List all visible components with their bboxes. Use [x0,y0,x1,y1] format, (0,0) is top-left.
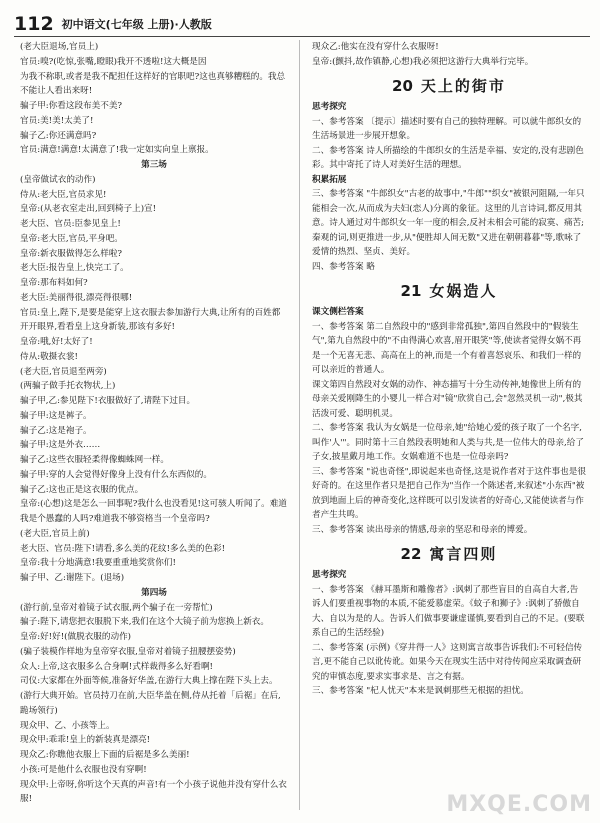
script-line: 皇帝:(心想)这是怎么一回事呢?我什么也没看见!这可骇人听闻了。难道我是个愚蠢的人吗?难道我不够资格当一个皇帝吗? [20,499,287,524]
script-line: 骗子乙:这是袍子。 [20,425,92,436]
scene-heading: 第四场 [141,587,167,598]
lesson-heading [312,543,586,564]
answer-text: 三、参考答案 读出母亲的情感,母亲的坚忍和母亲的博爱。 [312,524,533,535]
script-line: 官员:嗅?(吃惊,张嘴,瞪眼)我开不透啦!这大概是因 [20,56,207,67]
left-column [20,40,288,812]
lesson-title: 寓言四则 [429,545,498,563]
answer-text: 课文第四自然段对女娲的动作、神态描写十分生动传神,她像世上所有的母亲关爱刚降生的小婴儿一样合对"镜"欣赏自己,会"忽然灵机一动",极其活泼可爱、聪明机灵。 [312,379,583,419]
script-line: 现众乙:他实在没有穿什么衣服呀! [312,42,439,52]
answer-text: 三、参考答案 "杞人忧天"本来是讽刺那些无根据的担忧。 [312,686,529,696]
subsection-heading: 积累拓展 [312,174,347,185]
lesson-heading [312,75,586,96]
script-line: 皇帝:老大臣,官员,平身吧。 [20,233,123,244]
script-line: 现众乙:你瞧他衣服上下面的后裾是多么美丽! [20,750,190,760]
script-line: 骗子甲,乙:参见陛下!衣服做好了,请陛下过目。 [20,396,196,406]
answer-text: 一、参考答案 第二自然段中的"感到非常孤独",第四自然段中的"假装生气",第九自然段中的"不由得满心欢喜,眉开眼笑"等,使读者觉得女娲不再是一个无喜无悲、高高在上的神,而是一个有着喜怒哀乐、和我们一样的可以亲近的普通人。 [312,321,582,375]
script-line: (皇帝做试衣的动作) [20,174,96,185]
script-line: 侍从:老大臣,官员求见! [20,189,107,200]
script-line: 皇帝:(颤抖,故作镇静,心想)我必须把这游行大典举行完毕。 [312,56,534,67]
script-line: 骗子:陛下,请您把衣服脱下来,我们在这个大镜子前为您换上新衣。 [20,617,269,628]
script-line: 现众甲:乖乖!皇上的新装真是漂亮! [20,735,151,746]
script-line: 官员:满意!满意!太满意了!我一定如实向皇上禀报。 [20,145,214,156]
answer-text: 一、参考答案 〔提示〕描述时要有自己的独特理解。可以就牛郎织女的生活场景进一步展开想象。 [312,116,582,141]
lesson-title: 女娲造人 [429,282,498,300]
subsection-heading: 课文侧栏答案 [312,307,364,317]
answer-text: 二、参考答案 (示例)《穿井得一人》这则寓言故事告诉我们:不可轻信传言,更不能自己以讹传讹。如果今天在现实生活中对待传闻应采取调查研究的审慎态度,要求实事求是、言之有据。 [312,642,583,682]
lesson-number: 21 [400,281,422,300]
watermark: MXQE.COM [446,792,592,817]
script-line: 官员:美!美!太美了! [20,115,94,126]
answer-text: 四、参考答案 略 [312,261,375,272]
right-column [312,40,586,812]
script-line: 骗子甲:这是外衣…… [20,440,101,451]
script-line: 老大臣:报告皇上,快完工了。 [20,263,129,274]
subsection-heading: 思考探究 [312,570,347,580]
script-line: (老大臣,官员上前) [20,528,90,539]
script-line: 老大臣、官员:臣参见皇上! [20,219,121,229]
book-title: 初中语文(七年级 上册)·人教版 [61,18,212,31]
script-line: 皇帝:我十分地满意!我要重重地奖赏你们! [20,558,176,569]
lesson-number: 20 [392,76,413,95]
page-header [14,10,590,37]
script-line: 皇帝:新衣服做得怎么样啦? [20,248,123,259]
script-line: 骗子甲:这是裤子。 [20,410,92,421]
script-line: (老大臣,官员退至两旁) [20,366,107,377]
answer-text: 三、参考答案 "说也奇怪",即说起来也奇怪,这是说作者对于这件事也是很好奇的。在这里作者只是把自己作为"当作一个陈述者,来叙述"小东西"被放到地面上后的神奇变化,这样既可以引发读者的好奇心,又能使读者与作者产生共鸣。 [312,466,586,520]
script-line: 侍从:敬摄衣裳! [20,351,78,362]
answer-text: 二、参考答案 我认为女娲是一位母亲,她"给她心爱的孩子取了一个名字,叫作'人'"。同时第十三自然段表明她和人类与共,是一位伟大的母亲,给了子女,披星戴月地工作。女娲难道不也是一位母亲吗? [312,423,584,462]
script-line: (游行前,皇帝对着镜子试衣服,两个骗子在一旁帮忙) [20,602,213,613]
script-line: 骗子乙:这些衣服轻柔得像蜘蛛网一样。 [20,455,169,465]
script-line: 现众甲:上帝呀,你听这个天真的声音!有一个小孩子说他并没有穿什么衣服! [20,779,287,805]
lesson-title: 天上的街市 [420,77,506,95]
script-line: 骗子乙:你还满意吗? [20,130,97,141]
column-divider [299,40,300,810]
script-line: 众人:上帝,这衣服多么合身啊!式样裁得多么好看啊! [20,661,214,672]
script-line: 司仪:大家都在外面等候,准备好华盖,在游行大典上撑在陛下头上去。 [20,676,278,687]
script-line: 现众甲、乙、小孩等上。 [20,720,115,731]
lesson-number: 22 [400,544,422,563]
script-line: (老大臣退场,官员上) [20,42,99,52]
answer-text: 一、参考答案 《赫耳墨斯和雕像者》:讽刺了那些盲目的自高自大者,告诉人们要重视事物的本质,不能爱慕虚荣。《蚊子和狮子》:讽刺了骄傲自大、自以为是的人。告诉人们做事要谦虚谨慎,要看到自己的不足。(要联系自己的生活经验) [312,584,585,638]
script-line: 皇帝:好!好!(做脱衣服的动作) [20,632,132,642]
script-line: 骗子甲:你看这段布美不美? [20,101,123,111]
script-line: (游行大典开始。官员持刀在前,大臣华盖在侧,侍从托着「后裾」在后,跪场领行) [20,691,281,716]
script-line: 皇帝:哦,好!太好了! [20,337,93,347]
script-line: 骗子甲、乙:谢陛下。(退场) [20,573,125,583]
script-line: 官员:皇上,陛下,是要是能穿上这衣服去参加游行大典,让所有的百姓都开开眼界,看看皇上这身新装,那该有多好! [20,307,281,333]
script-line: 骗子甲:穿的人会觉得好像身上没有什么东西似的。 [20,469,212,480]
script-line: (两骗子做手托衣物状,上) [20,381,116,392]
script-line: 老大臣:美丽得很,漂亮得很哪! [20,292,133,303]
answer-text: 二、参考答案 诗人所描绘的牛郎织女的生活是幸福、安定的,没有悲剧色彩。其中寄托了诗人对美好生活的理想。 [312,145,584,170]
script-line: 小孩:可是他什么衣服也没有穿啊! [20,764,147,775]
scene-heading: 第三场 [141,160,167,170]
script-line: 骗子乙:这也正是这衣服的优点。 [20,484,144,495]
page-number: 112 [14,13,54,35]
subsection-heading: 思考探究 [312,102,347,112]
script-line: (骗子装模作样地为皇帝穿衣服,皇帝对着镜子扭腰摆姿势) [20,646,236,657]
script-line: 皇帝:(从老衣室走出,回到椅子上)宣! [20,204,157,215]
script-line: 皇帝:那布料如何? [20,278,88,288]
lesson-heading [312,280,586,301]
script-line: 为我不称职,或者是我不配担任这样好的官职吧?这也真够糟糕的。我总不能让人看出来呀! [20,71,286,97]
answer-text: 三、参考答案 "牛郎织女"古老的故事中,"牛郎""织女"被银河阻隔,一年只能相会一次,从而成为夫妇(恋人)分离的象征。这里的儿言诗词,都反用其意。诗人通过对牛郎织女一年一度的相会,反衬未相会可能的寂寞、痛苦;秦观的词,则更推进一步,从"便胜却人间无数"又进在朝朝暮暮"等,歌咏了爱情的热烈、坚贞、美好。 [312,189,585,257]
script-line: 老大臣、官员:陛下!请看,多么美的花纹!多么美的色彩! [20,543,226,554]
